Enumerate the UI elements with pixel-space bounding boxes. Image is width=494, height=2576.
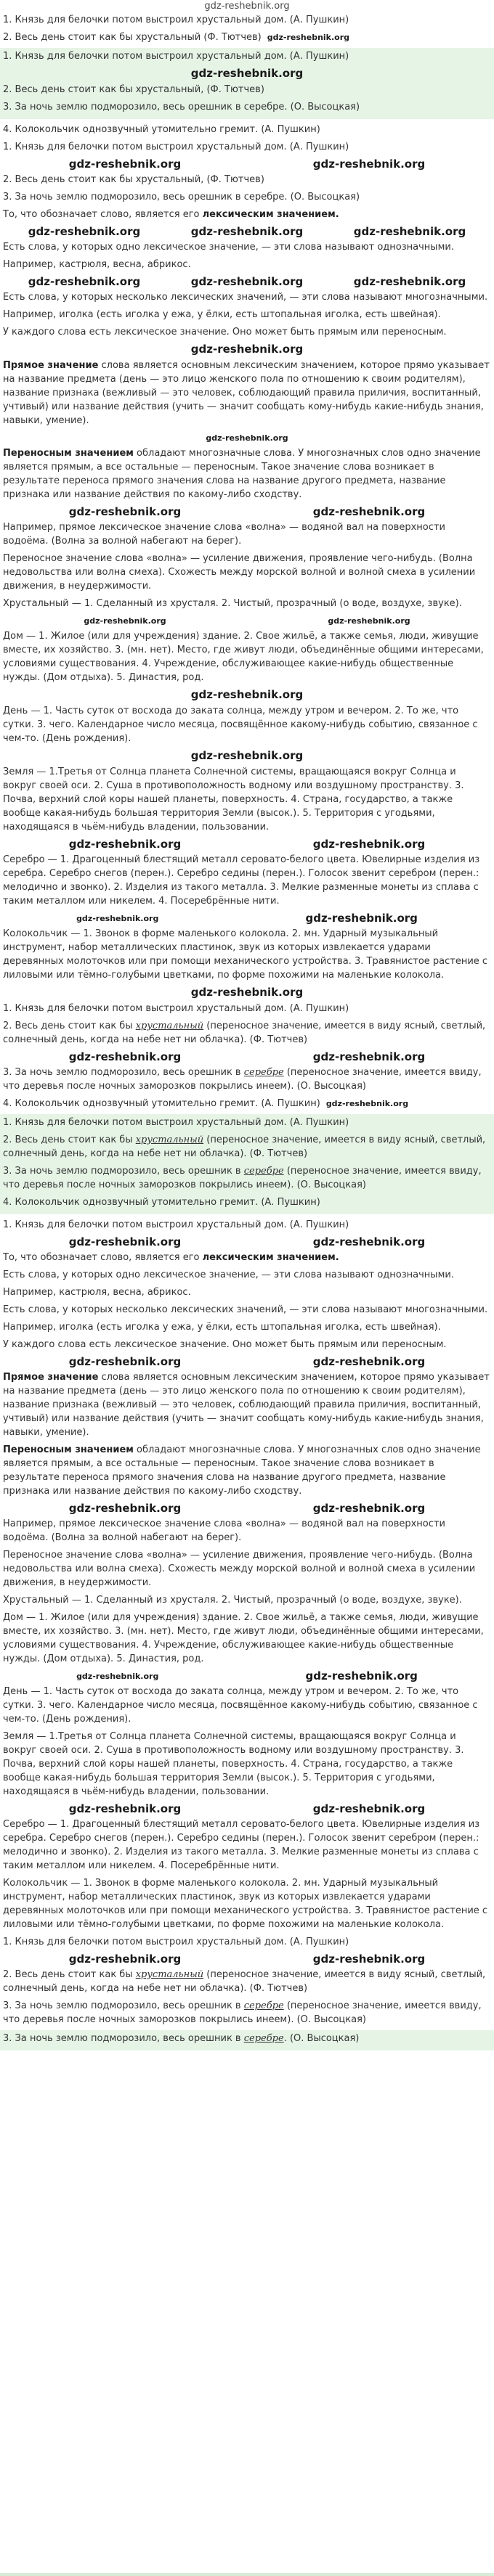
example-line: 1. Князь для белочки потом выстроил хрустальный дом. (А. Пушкин) bbox=[3, 142, 349, 152]
example-line: 2. Весь день стоит как бы хрустальный (переносное значение, имеется в виду ясный, светлый, солнечный день, когда на небе нет ни облачка). (Ф. Тютчев) bbox=[3, 1021, 486, 1045]
underlined-word: хрустальный bbox=[135, 1134, 204, 1145]
watermark-row: gdz-reshebnik.org gdz-reshebnik.org bbox=[68, 1953, 426, 1966]
site-name[interactable]: gdz-reshebnik.org bbox=[204, 1, 290, 12]
term-direct-meaning: Прямое значение bbox=[3, 360, 99, 371]
example-line: 2. Весь день стоит как бы хрустальный, (Ф. Тютчев) bbox=[3, 174, 264, 185]
highlighted-marked-examples bbox=[0, 1114, 494, 1214]
theory-p: Переносное значение слова «волна» — усиление движения, проявление чего-нибудь. (Волна недовольства или волна смеха). Схожесть между морской волной и волной смеха в усилении движения, в неудержимости. bbox=[3, 1550, 476, 1588]
example-line: 3. За ночь землю подморозило, весь орешник в серебре. (О. Высоцкая) bbox=[3, 192, 360, 203]
definitions-section bbox=[3, 597, 491, 982]
definition: Серебро — 1. Драгоценный блестящий металл серовато-белого цвета. Ювелирные изделия из серебра. Серебро снегов (перен.). Серебро седины (перен.). Голосок звенит серебром (перен.: мелодично и звонко). 2. Изделия из такого металла. 3. Мелкие разменные монеты из сплава с таким металлом или никелем. 4. Посеребрённые нити. bbox=[3, 854, 480, 907]
definition: Земля — 1.Третья от Солнца планета Солнечной системы, вращающаяся вокруг Солнца и вокруг своей оси. 2. Суша в противоположность водному или воздушному пространству. 3. Почва, верхний слой коры нашей планеты, поверхность. 4. Страна, государство, а также вообще какая-нибудь большая территория Земли (высок.). 5. Территория с угодьями, находящаяся в чьём-нибудь владении, пользовании. bbox=[3, 766, 464, 833]
watermark: gdz-reshebnik.org bbox=[267, 33, 350, 42]
theory-p: Например, иголка (есть иголка у ежа, у ёлки, есть штопальная иголка, есть швейная). bbox=[3, 1322, 441, 1333]
theory-p: То, что обозначает слово, является его лексическим значением. bbox=[3, 209, 339, 220]
watermark-row: gdz-reshebnik.org gdz-reshebnik.org gdz-reshebnik.org bbox=[28, 225, 466, 238]
watermark: gdz-reshebnik.org bbox=[206, 433, 288, 443]
example-line: 3. За ночь землю подморозило, весь орешник в серебре (переносное значение, имеется ввиду, что деревья после ночных заморозков покрылись инеем). (О. Высоцкая) bbox=[3, 1166, 482, 1190]
theory-p: То, что обозначает слово, является его лексическим значением. bbox=[3, 1252, 339, 1263]
theory-p: Переносным значением обладают многозначные слова. У многозначных слов одно значение является прямым, а все остальные — переносным. Такое значение слова возникает в результате переноса прямого значения слова на название другого предмета, название признака или название действия по какому-либо сходству. bbox=[3, 448, 481, 500]
example-line: 1. Князь для белочки потом выстроил хрустальный дом. (А. Пушкин) bbox=[3, 1219, 349, 1230]
example-line: 3. За ночь землю подморозило, весь орешник в серебре. (О. Высоцкая) bbox=[3, 2033, 360, 2044]
example-line: 2. Весь день стоит как бы хрустальный (переносное значение, имеется в виду ясный, светлый, солнечный день, когда на небе нет ни облачка). (Ф. Тютчев) bbox=[3, 1134, 486, 1159]
example-line: 1. Князь для белочки потом выстроил хрустальный дом. (А. Пушкин) bbox=[3, 15, 349, 25]
definition: Земля — 1.Третья от Солнца планета Солнечной системы, вращающаяся вокруг Солнца и вокруг своей оси. 2. Суша в противоположность водному или воздушному пространству. 3. Почва, верхний слой коры нашей планеты, поверхность. 4. Страна, государство, а также вообще какая-нибудь большая территория Земли (высок.). 5. Территория с угодьями, находящаяся в чьём-нибудь владении, пользовании. bbox=[3, 1731, 464, 1797]
theory-section bbox=[3, 208, 491, 593]
example-line: 4. Колокольчик однозвучный утомительно гремит. (А. Пушкин) gdz-reshebnik.org bbox=[3, 1098, 409, 1109]
definition: Дом — 1. Жилое (или для учреждения) здание. 2. Свое жильё, а также семья, люди, живущие вместе, их хозяйство. 3. (мн. нет). Место, где живут люди, объединённые общими интересами, условиями существования. 4. Учреждение, обслуживающее какие-нибудь общественные нужды. (Дом отдыха). 5. Династия, род. bbox=[3, 1612, 484, 1664]
underlined-word: серебре bbox=[243, 2033, 284, 2044]
watermark: gdz-reshebnik.org bbox=[190, 67, 304, 80]
site-header[interactable] bbox=[0, 0, 494, 13]
example-line: 2. Весь день стоит как бы хрустальный (переносное значение, имеется в виду ясный, светлый, солнечный день, когда на небе нет ни облачка). (Ф. Тютчев) bbox=[3, 1969, 486, 1994]
watermark: gdz-reshebnik.org bbox=[190, 749, 304, 762]
theory-p: Например, кастрюля, весна, абрикос. bbox=[3, 259, 191, 270]
example-line: 4. Колокольчик однозвучный утомительно гремит. (А. Пушкин) bbox=[3, 1197, 320, 1208]
definition: Дом — 1. Жилое (или для учреждения) здание. 2. Свое жильё, а также семья, люди, живущие вместе, их хозяйство. 3. (мн. нет). Место, где живут люди, объединённые общими интересами, условиями существования. 4. Учреждение, обслуживающее какие-нибудь общественные нужды. (Дом отдыха). 5. Династия, род. bbox=[3, 631, 484, 683]
watermark: gdz-reshebnik.org bbox=[190, 688, 304, 701]
example-line: 1. Князь для белочки потом выстроил хрустальный дом. (А. Пушкин) bbox=[3, 51, 349, 62]
theory-p: Есть слова, у которых одно лексическое значение, — эти слова называют однозначными. bbox=[3, 242, 454, 253]
definition: Колокольчик — 1. Звонок в форме маленького колокола. 2. мн. Ударный музыкальный инструмент, набор металлических пластинок, звук из которых извлекается ударами деревянных молоточков или при помощи механического устройства. 3. Травянистое растение с лиловыми или тёмно-голубыми цветками, по форме похожими на маленькие колокола. bbox=[3, 1878, 488, 1930]
theory-p: Например, прямое лексическое значение слова «волна» — водяной вал на поверхности водоёма. (Волна за волной набегают на берег). bbox=[3, 522, 445, 547]
example-line: 1. Князь для белочки потом выстроил хрустальный дом. (А. Пушкин) bbox=[3, 1937, 349, 1947]
example-line: 3. За ночь землю подморозило, весь орешник в серебре. (О. Высоцкая) bbox=[3, 102, 360, 113]
bottom-strip bbox=[0, 2573, 494, 2576]
example-line: 2. Весь день стоит как бы хрустальный (Ф. Тютчев) gdz-reshebnik.org bbox=[3, 32, 350, 43]
marked-examples bbox=[3, 986, 491, 1111]
watermark-row: gdz-reshebnik.org gdz-reshebnik.org bbox=[68, 1802, 426, 1815]
example-line: 1. Князь для белочки потом выстроил хрустальный дом. (А. Пушкин) bbox=[3, 1117, 349, 1128]
watermark-row: gdz-reshebnik.org gdz-reshebnik.org bbox=[68, 1235, 426, 1248]
watermark: gdz-reshebnik.org bbox=[190, 343, 304, 356]
watermark-row: gdz-reshebnik.org gdz-reshebnik.org bbox=[68, 505, 426, 518]
theory-p: Есть слова, у которых одно лексическое значение, — эти слова называют однозначными. bbox=[3, 1269, 454, 1280]
underlined-word: серебре bbox=[243, 1067, 284, 1078]
watermark-row: gdz-reshebnik.org gdz-reshebnik.org bbox=[68, 1355, 426, 1368]
marked-examples-repeat bbox=[3, 1935, 491, 2027]
definition: Хрустальный — 1. Сделанный из хрусталя. 2. Чистый, прозрачный (о воде, воздухе, звуке). bbox=[3, 1595, 462, 1606]
definitions-section-repeat bbox=[3, 1593, 491, 1931]
highlighted-examples bbox=[0, 48, 494, 119]
underlined-word: хрустальный bbox=[135, 1969, 204, 1980]
watermark-row: gdz-reshebnik.org gdz-reshebnik.org bbox=[68, 1502, 426, 1515]
theory-section-repeat bbox=[3, 1251, 491, 1590]
definition: День — 1. Часть суток от восхода до заката солнца, между утром и вечером. 2. То же, что сутки. 3. чего. Календарное число месяца, посвящённое какому-нибудь событию, связанное с чем-то. (День рождения). bbox=[3, 1686, 478, 1725]
term-figurative-meaning: Переносным значением bbox=[3, 448, 134, 459]
theory-p: Прямое значение слова является основным лексическим значением, которое прямо указывает на название предмета (день — это лицо женского пола по отношению к своим родителям), название признака (вежливый — это человек, соблюдающий правила приличия, воспитанный, учтивый) или название действия (учить — значит сообщать кому-нибудь какие-нибудь знания, навыки, умение). bbox=[3, 360, 490, 426]
term-lexical-meaning: лексическим значением. bbox=[202, 209, 339, 220]
theory-p: Прямое значение слова является основным лексическим значением, которое прямо указывает на название предмета (день — это лицо женского пола по отношению к своим родителям), название признака (вежливый — это человек, соблюдающий правила приличия, воспитанный, учтивый) или название действия (учить — значит сообщать кому-нибудь какие-нибудь знания, навыки, умение). bbox=[3, 1372, 490, 1438]
example-line: 2. Весь день стоит как бы хрустальный, (Ф. Тютчев) bbox=[3, 84, 264, 95]
highlighted-last-example bbox=[0, 2030, 494, 2050]
definition: День — 1. Часть суток от восхода до заката солнца, между утром и вечером. 2. То же, что сутки. 3. чего. Календарное число месяца, посвящённое какому-нибудь событию, связанное с чем-то. (День рождения). bbox=[3, 706, 478, 744]
watermark-row: gdz-reshebnik.org gdz-reshebnik.org bbox=[76, 912, 418, 925]
theory-p: У каждого слова есть лексическое значение. Оно может быть прямым или переносным. bbox=[3, 327, 447, 338]
watermark-row: gdz-reshebnik.org gdz-reshebnik.org bbox=[68, 158, 426, 171]
underlined-word: серебре bbox=[243, 1166, 284, 1177]
theory-p: Есть слова, у которых несколько лексических значений, — эти слова называют многозначными. bbox=[3, 1304, 488, 1315]
definition: Серебро — 1. Драгоценный блестящий металл серовато-белого цвета. Ювелирные изделия из серебра. Серебро снегов (перен.). Серебро седины (перен.). Голосок звенит серебром (перен.: мелодично и звонко). 2. Изделия из такого металла. 3. Мелкие разменные монеты из сплава с таким металлом или никелем. 4. Посеребрённые нити. bbox=[3, 1819, 480, 1871]
theory-p: Например, прямое лексическое значение слова «волна» — водяной вал на поверхности водоёма. (Волна за волной набегают на берег). bbox=[3, 1518, 445, 1543]
watermark-row: gdz-reshebnik.org gdz-reshebnik.org bbox=[68, 838, 426, 851]
underlined-word: серебре bbox=[243, 2000, 284, 2011]
definition: Хрустальный — 1. Сделанный из хрусталя. 2. Чистый, прозрачный (о воде, воздухе, звуке). bbox=[3, 598, 462, 609]
document-body bbox=[0, 13, 494, 2050]
theory-p: У каждого слова есть лексическое значение. Оно может быть прямым или переносным. bbox=[3, 1339, 447, 1350]
theory-p: Переносным значением обладают многозначные слова. У многозначных слов одно значение является прямым, а все остальные — переносным. Такое значение слова возникает в результате переноса прямого значения слова на название другого предмета, название признака или название действия по какому-либо сходству. bbox=[3, 1444, 481, 1497]
theory-p: Переносное значение слова «волна» — усиление движения, проявление чего-нибудь. (Волна недовольства или волна смеха). Схожесть между морской волной и волной смеха в усилении движения, в неудержимости. bbox=[3, 553, 476, 592]
watermark: gdz-reshebnik.org bbox=[190, 986, 304, 999]
example-line: 4. Колокольчик однозвучный утомительно гремит. (А. Пушкин) bbox=[3, 124, 320, 135]
watermark-row: gdz-reshebnik.org gdz-reshebnik.org bbox=[84, 616, 410, 626]
watermark-row: gdz-reshebnik.org gdz-reshebnik.org gdz-reshebnik.org bbox=[28, 275, 466, 288]
theory-p: Например, иголка (есть иголка у ежа, у ёлки, есть штопальная иголка, есть швейная). bbox=[3, 309, 441, 320]
watermark-row: gdz-reshebnik.org gdz-reshebnik.org bbox=[76, 1669, 418, 1682]
underlined-word: хрустальный bbox=[135, 1021, 204, 1031]
example-line: 3. За ночь землю подморозило, весь орешник в серебре (переносное значение, имеется ввиду, что деревья после ночных заморозков покрылись инеем). (О. Высоцкая) bbox=[3, 2000, 482, 2025]
watermark-row: gdz-reshebnik.org gdz-reshebnik.org bbox=[68, 1050, 426, 1063]
theory-p: Есть слова, у которых несколько лексических значений, — эти слова называют многозначными. bbox=[3, 292, 488, 303]
theory-p: Например, кастрюля, весна, абрикос. bbox=[3, 1287, 191, 1298]
example-line: 1. Князь для белочки потом выстроил хрустальный дом. (А. Пушкин) bbox=[3, 1003, 349, 1014]
example-line: 3. За ночь землю подморозило, весь орешник в серебре (переносное значение, имеется ввиду, что деревья после ночных заморозков покрылись инеем). (О. Высоцкая) bbox=[3, 1067, 482, 1092]
definition: Колокольчик — 1. Звонок в форме маленького колокола. 2. мн. Ударный музыкальный инструмент, набор металлических пластинок, звук из которых извлекается ударами деревянных молоточков или при помощи механического устройства. 3. Травянистое растение с лиловыми или тёмно-голубыми цветками, по форме похожими на маленькие колокола. bbox=[3, 928, 488, 981]
